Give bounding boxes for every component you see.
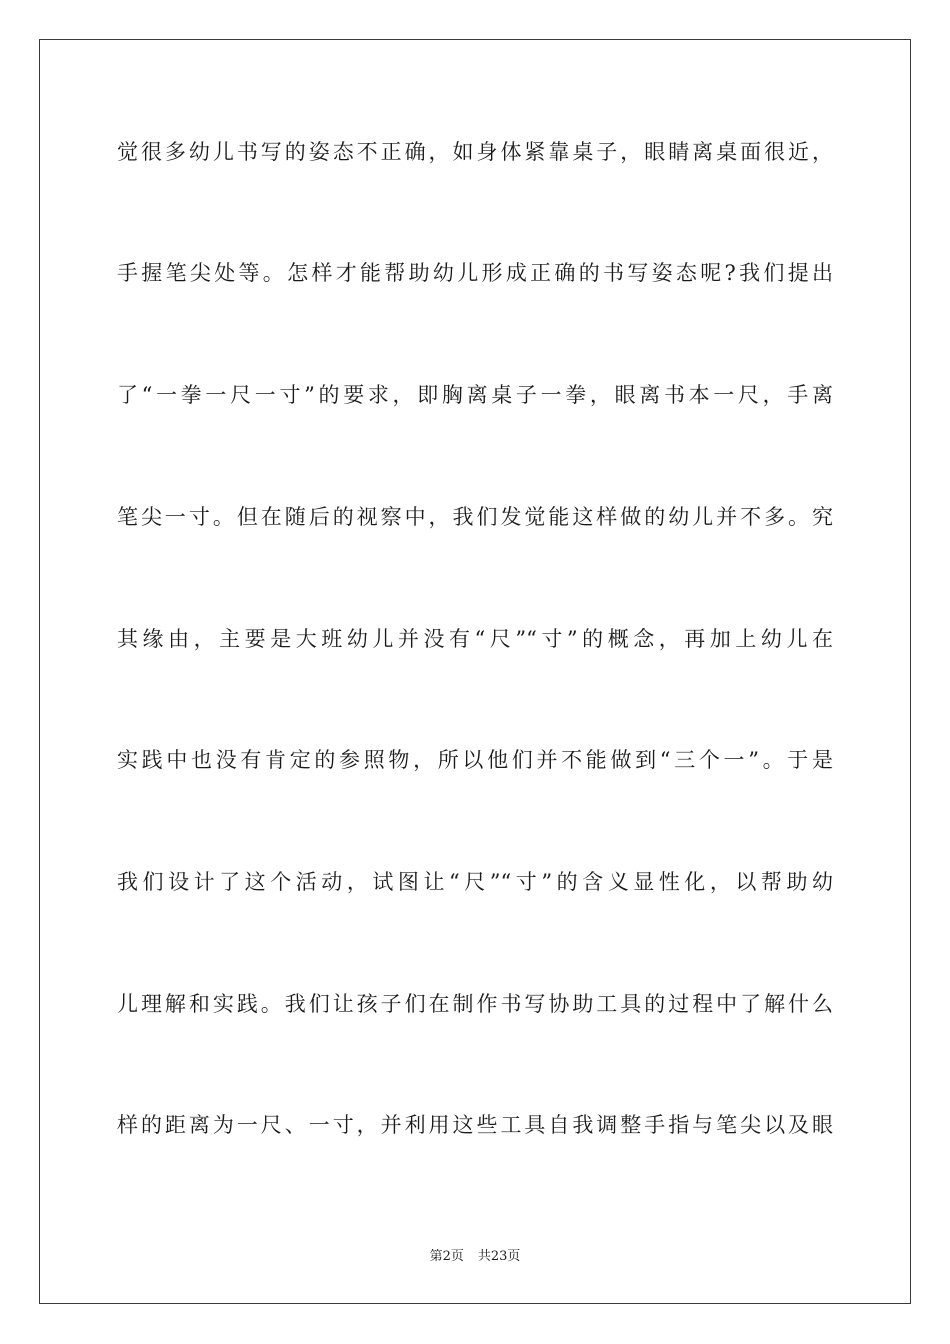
body-text-line-5: 其缘由，主要是大班幼儿并没有“尺”“寸”的概念，再加上幼儿在 bbox=[117, 627, 833, 651]
body-text-line-9: 样的距离为一尺、一寸，并利用这些工具自我调整手指与笔尖以及眼 bbox=[117, 1113, 833, 1137]
body-text-line-6: 实践中也没有肯定的参照物，所以他们并不能做到“三个一”。于是 bbox=[117, 748, 833, 772]
body-text-line-3: 了“一拳一尺一寸”的要求，即胸离桌子一拳，眼离书本一尺，手离 bbox=[117, 383, 833, 407]
page-number: 第2页 bbox=[429, 1249, 464, 1264]
body-text-line-2: 手握笔尖处等。怎样才能帮助幼儿形成正确的书写姿态呢?我们提出 bbox=[117, 261, 833, 285]
body-text-line-1: 觉很多幼儿书写的姿态不正确，如身体紧靠桌子，眼睛离桌面很近， bbox=[117, 140, 833, 164]
page-total: 共23页 bbox=[477, 1249, 521, 1264]
body-text-line-8: 儿理解和实践。我们让孩子们在制作书写协助工具的过程中了解什么 bbox=[117, 992, 833, 1016]
body-text-line-7: 我们设计了这个活动，试图让“尺”“寸”的含义显性化，以帮助幼 bbox=[117, 870, 833, 894]
body-text-line-4: 笔尖一寸。但在随后的视察中，我们发觉能这样做的幼儿并不多。究 bbox=[117, 505, 833, 529]
page-footer bbox=[0, 1248, 950, 1266]
